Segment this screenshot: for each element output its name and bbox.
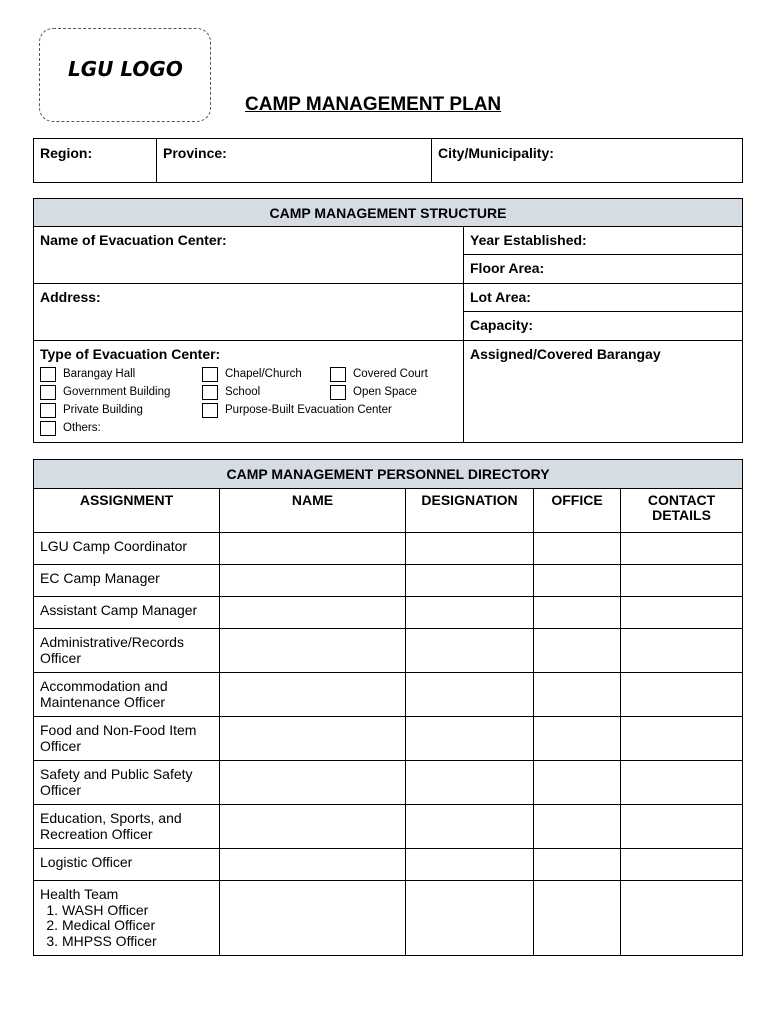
assignment-cell: EC Camp Manager — [34, 565, 220, 597]
assignment-cell: Education, Sports, and Recreation Officer — [34, 805, 220, 849]
designation-cell[interactable] — [406, 881, 534, 956]
checkbox-icon[interactable] — [40, 421, 56, 436]
table-row — [34, 565, 743, 597]
name-cell[interactable] — [220, 761, 406, 805]
evac-center-name-field[interactable]: Name of Evacuation Center: — [34, 227, 464, 284]
designation-cell[interactable] — [406, 533, 534, 565]
name-cell[interactable] — [220, 805, 406, 849]
designation-cell[interactable] — [406, 805, 534, 849]
name-cell[interactable] — [220, 881, 406, 956]
office-cell[interactable] — [534, 761, 621, 805]
name-cell[interactable] — [220, 565, 406, 597]
office-cell[interactable] — [534, 565, 621, 597]
column-header: ASSIGNMENT — [34, 489, 220, 533]
office-cell[interactable] — [534, 849, 621, 881]
name-cell[interactable] — [220, 597, 406, 629]
page-title: CAMP MANAGEMENT PLAN — [245, 94, 502, 115]
table-row — [34, 673, 743, 717]
province-field[interactable]: Province: — [157, 139, 432, 183]
checkbox-covered-court[interactable]: Covered Court — [330, 366, 470, 382]
column-header: NAME — [220, 489, 406, 533]
health-team-label: Health Team — [40, 886, 119, 902]
table-row — [34, 629, 743, 673]
checkbox-school[interactable]: School — [202, 384, 330, 400]
office-cell[interactable] — [534, 881, 621, 956]
floor-area-field[interactable]: Floor Area: — [464, 255, 743, 284]
checkbox-purpose-built[interactable]: Purpose-Built Evacuation Center — [202, 402, 470, 418]
name-cell[interactable] — [220, 533, 406, 565]
assignment-cell-health-team — [34, 881, 220, 956]
name-cell[interactable] — [220, 673, 406, 717]
checkbox-icon[interactable] — [40, 385, 56, 400]
checkbox-others[interactable]: Others: — [40, 420, 202, 436]
designation-cell[interactable] — [406, 761, 534, 805]
contact-cell[interactable] — [621, 881, 743, 956]
table-row — [34, 761, 743, 805]
checkbox-barangay-hall[interactable]: Barangay Hall — [40, 366, 202, 382]
table-row — [34, 881, 743, 956]
year-established-field[interactable]: Year Established: — [464, 227, 743, 255]
checkbox-private-building[interactable]: Private Building — [40, 402, 202, 418]
assignment-cell: LGU Camp Coordinator — [34, 533, 220, 565]
name-cell[interactable] — [220, 717, 406, 761]
personnel-directory-table — [33, 459, 743, 956]
assignment-cell: Accommodation and Maintenance Officer — [34, 673, 220, 717]
table-row — [34, 717, 743, 761]
name-cell[interactable] — [220, 629, 406, 673]
evac-type-label: Type of Evacuation Center: — [40, 346, 221, 362]
checkbox-icon[interactable] — [330, 367, 346, 382]
assignment-cell: Safety and Public Safety Officer — [34, 761, 220, 805]
designation-cell[interactable] — [406, 673, 534, 717]
column-header: OFFICE — [534, 489, 621, 533]
evac-type-cell — [34, 341, 464, 443]
health-team-list — [40, 903, 213, 950]
table-row — [34, 597, 743, 629]
designation-cell[interactable] — [406, 565, 534, 597]
location-table — [33, 138, 743, 183]
city-field[interactable]: City/Municipality: — [432, 139, 743, 183]
table-row — [34, 805, 743, 849]
table-row — [34, 533, 743, 565]
structure-table — [33, 198, 743, 443]
checkbox-open-space[interactable]: Open Space — [330, 384, 470, 400]
list-item: 2. Medical Officer — [46, 917, 156, 933]
office-cell[interactable] — [534, 717, 621, 761]
lot-area-field[interactable]: Lot Area: — [464, 284, 743, 312]
contact-cell[interactable] — [621, 597, 743, 629]
column-header: DESIGNATION — [406, 489, 534, 533]
checkbox-icon[interactable] — [202, 367, 218, 382]
checkbox-icon[interactable] — [40, 367, 56, 382]
contact-cell[interactable] — [621, 629, 743, 673]
office-cell[interactable] — [534, 533, 621, 565]
designation-cell[interactable] — [406, 717, 534, 761]
table-row — [34, 849, 743, 881]
designation-cell[interactable] — [406, 629, 534, 673]
contact-cell[interactable] — [621, 533, 743, 565]
contact-cell[interactable] — [621, 673, 743, 717]
contact-cell[interactable] — [621, 849, 743, 881]
region-field[interactable]: Region: — [34, 139, 157, 183]
checkbox-icon[interactable] — [330, 385, 346, 400]
designation-cell[interactable] — [406, 597, 534, 629]
assignment-cell: Food and Non-Food Item Officer — [34, 717, 220, 761]
structure-header: CAMP MANAGEMENT STRUCTURE — [34, 199, 743, 227]
checkbox-chapel-church[interactable]: Chapel/Church — [202, 366, 330, 382]
capacity-field[interactable]: Capacity: — [464, 312, 743, 341]
name-cell[interactable] — [220, 849, 406, 881]
contact-cell[interactable] — [621, 565, 743, 597]
checkbox-icon[interactable] — [202, 403, 218, 418]
list-item: 3. MHPSS Officer — [46, 932, 157, 949]
list-item: 1. WASH Officer — [46, 901, 149, 918]
contact-cell[interactable] — [621, 717, 743, 761]
checkbox-government-building[interactable]: Government Building — [40, 384, 202, 400]
checkbox-icon[interactable] — [40, 403, 56, 418]
checkbox-icon[interactable] — [202, 385, 218, 400]
address-field[interactable]: Address: — [34, 284, 464, 341]
assignment-cell: Administrative/Records Officer — [34, 629, 220, 673]
directory-header: CAMP MANAGEMENT PERSONNEL DIRECTORY — [34, 460, 743, 489]
designation-cell[interactable] — [406, 849, 534, 881]
office-cell[interactable] — [534, 805, 621, 849]
assigned-barangay-field[interactable]: Assigned/Covered Barangay — [464, 341, 743, 443]
assignment-cell: Assistant Camp Manager — [34, 597, 220, 629]
assignment-cell: Logistic Officer — [34, 849, 220, 881]
office-cell[interactable] — [534, 597, 621, 629]
evac-type-checklist — [40, 366, 457, 436]
contact-cell[interactable] — [621, 805, 743, 849]
office-cell[interactable] — [534, 673, 621, 717]
office-cell[interactable] — [534, 629, 621, 673]
contact-cell[interactable] — [621, 761, 743, 805]
logo-text: LGU LOGO — [68, 57, 183, 81]
column-header: CONTACT DETAILS — [621, 489, 743, 533]
